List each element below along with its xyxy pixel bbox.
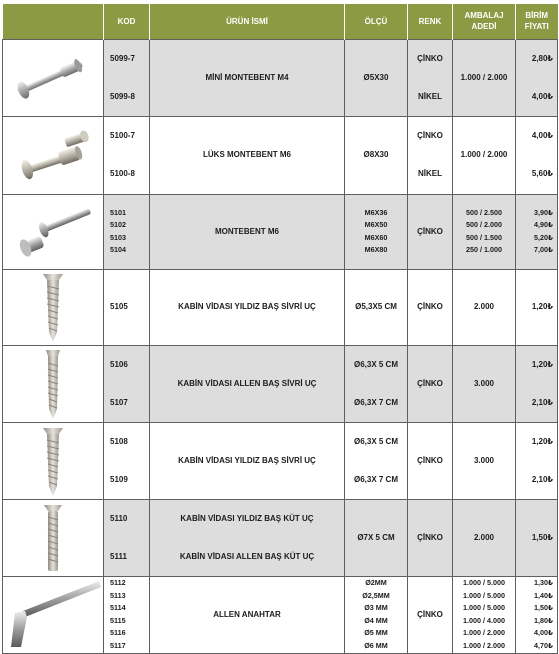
- header-olcu: ÖLÇÜ: [345, 4, 408, 39]
- header-kod: KOD: [104, 4, 150, 39]
- cabin-screw-pointed-icon: [3, 424, 103, 498]
- kod-cell: 5106 5107: [104, 345, 150, 422]
- product-name-cell: KABİN VİDASI ALLEN BAŞ SİVRİ UÇ: [150, 345, 345, 422]
- cabin-screw-blunt-icon: [3, 501, 103, 575]
- product-name-cell: MİNİ MONTEBENT M4: [150, 39, 345, 116]
- price-cell: 1,30₺ 1,40₺ 1,50₺ 1,80₺ 4,00₺ 4,70₺: [516, 576, 558, 653]
- header-renk: RENK: [408, 4, 453, 39]
- header-birim-fiyati: BİRİM FİYATI: [516, 4, 558, 39]
- color-cell: ÇİNKO: [408, 499, 453, 576]
- product-name-cell: MONTEBENT M6: [150, 194, 345, 269]
- kod-cell: 5101 5102 5103 5104: [104, 194, 150, 269]
- color-cell: ÇİNKO: [408, 345, 453, 422]
- table-header-row: [3, 4, 558, 39]
- pack-cell: 1.000 / 2.000: [453, 39, 516, 116]
- product-name-cell: LÜKS MONTEBENT M6: [150, 116, 345, 194]
- cabin-screw-allen-icon: [3, 347, 103, 421]
- color-cell: ÇİNKO: [408, 576, 453, 653]
- pack-cell: 500 / 2.500 500 / 2.000 500 / 1.500 250 / 1.000: [453, 194, 516, 269]
- pack-cell: 2.000: [453, 499, 516, 576]
- table-row: [3, 194, 558, 269]
- product-name-cell: KABİN VİDASI YILDIZ BAŞ SİVRİ UÇ: [150, 269, 345, 345]
- pack-cell: 3.000: [453, 422, 516, 499]
- table-row: [3, 345, 558, 422]
- table-row: [3, 422, 558, 499]
- barrel-bolt-mini-icon: [3, 41, 103, 115]
- table-row: [3, 576, 558, 653]
- product-name-cell: KABİN VİDASI YILDIZ BAŞ KÜT UÇ KABİN VİDASI ALLEN BAŞ KÜT UÇ: [150, 499, 345, 576]
- color-cell: ÇİNKO NİKEL: [408, 116, 453, 194]
- pack-cell: 2.000: [453, 269, 516, 345]
- table-row: [3, 499, 558, 576]
- price-cell: 1,20₺: [516, 269, 558, 345]
- kod-cell: 5110 5111: [104, 499, 150, 576]
- product-image-cell: [3, 576, 104, 653]
- size-cell: Ø2MM Ø2,5MM Ø3 MM Ø4 MM Ø5 MM Ø6 MM: [345, 576, 408, 653]
- product-price-table: [2, 4, 558, 654]
- product-image-cell: [3, 422, 104, 499]
- price-cell: 1,20₺ 2,10₺: [516, 345, 558, 422]
- header-ambalaj: AMBALAJ ADEDİ: [453, 4, 516, 39]
- product-image-cell: [3, 269, 104, 345]
- kod-cell: 5100-7 5100-8: [104, 116, 150, 194]
- product-name-cell: ALLEN ANAHTAR: [150, 576, 345, 653]
- price-cell: 1,50₺: [516, 499, 558, 576]
- pack-cell: 1.000 / 2.000: [453, 116, 516, 194]
- allen-key-icon: [3, 577, 103, 652]
- kod-cell: 5099-7 5099-8: [104, 39, 150, 116]
- barrel-bolt-lux-icon: [3, 118, 103, 193]
- size-cell: Ø5,3X5 CM: [345, 269, 408, 345]
- header-urun-ismi: ÜRÜN İSMİ: [150, 4, 345, 39]
- size-cell: Ø7X 5 CM: [345, 499, 408, 576]
- size-cell: Ø8X30: [345, 116, 408, 194]
- product-image-cell: [3, 345, 104, 422]
- size-cell: Ø6,3X 5 CM Ø6,3X 7 CM: [345, 345, 408, 422]
- kod-cell: 5112 5113 5114 5115 5116 5117: [104, 576, 150, 653]
- product-image-cell: [3, 116, 104, 194]
- price-cell: 1,20₺ 2,10₺: [516, 422, 558, 499]
- price-cell: 2,80₺ 4,00₺: [516, 39, 558, 116]
- color-cell: ÇİNKO: [408, 422, 453, 499]
- color-cell: ÇİNKO: [408, 194, 453, 269]
- price-cell: 4,00₺ 5,60₺: [516, 116, 558, 194]
- barrel-bolt-m6-icon: [3, 195, 103, 268]
- pack-cell: 3.000: [453, 345, 516, 422]
- color-cell: ÇİNKO NİKEL: [408, 39, 453, 116]
- product-image-cell: [3, 499, 104, 576]
- size-cell: M6X36 M6X50 M6X60 M6X80: [345, 194, 408, 269]
- pack-cell: 1.000 / 5.000 1.000 / 5.000 1.000 / 5.000 1.000 / 4.000 1.000 / 2.000 1.000 / 2.000: [453, 576, 516, 653]
- size-cell: Ø5X30: [345, 39, 408, 116]
- header-image: [3, 4, 104, 39]
- kod-cell: 5108 5109: [104, 422, 150, 499]
- product-image-cell: [3, 39, 104, 116]
- kod-cell: 5105: [104, 269, 150, 345]
- table-row: [3, 269, 558, 345]
- table-row: [3, 39, 558, 116]
- table-row: [3, 116, 558, 194]
- color-cell: ÇİNKO: [408, 269, 453, 345]
- price-cell: 3,90₺ 4,90₺ 5,20₺ 7,00₺: [516, 194, 558, 269]
- cabin-screw-pointed-icon: [3, 270, 103, 344]
- product-name-cell: KABİN VİDASI YILDIZ BAŞ SİVRİ UÇ: [150, 422, 345, 499]
- size-cell: Ø6,3X 5 CM Ø6,3X 7 CM: [345, 422, 408, 499]
- product-image-cell: [3, 194, 104, 269]
